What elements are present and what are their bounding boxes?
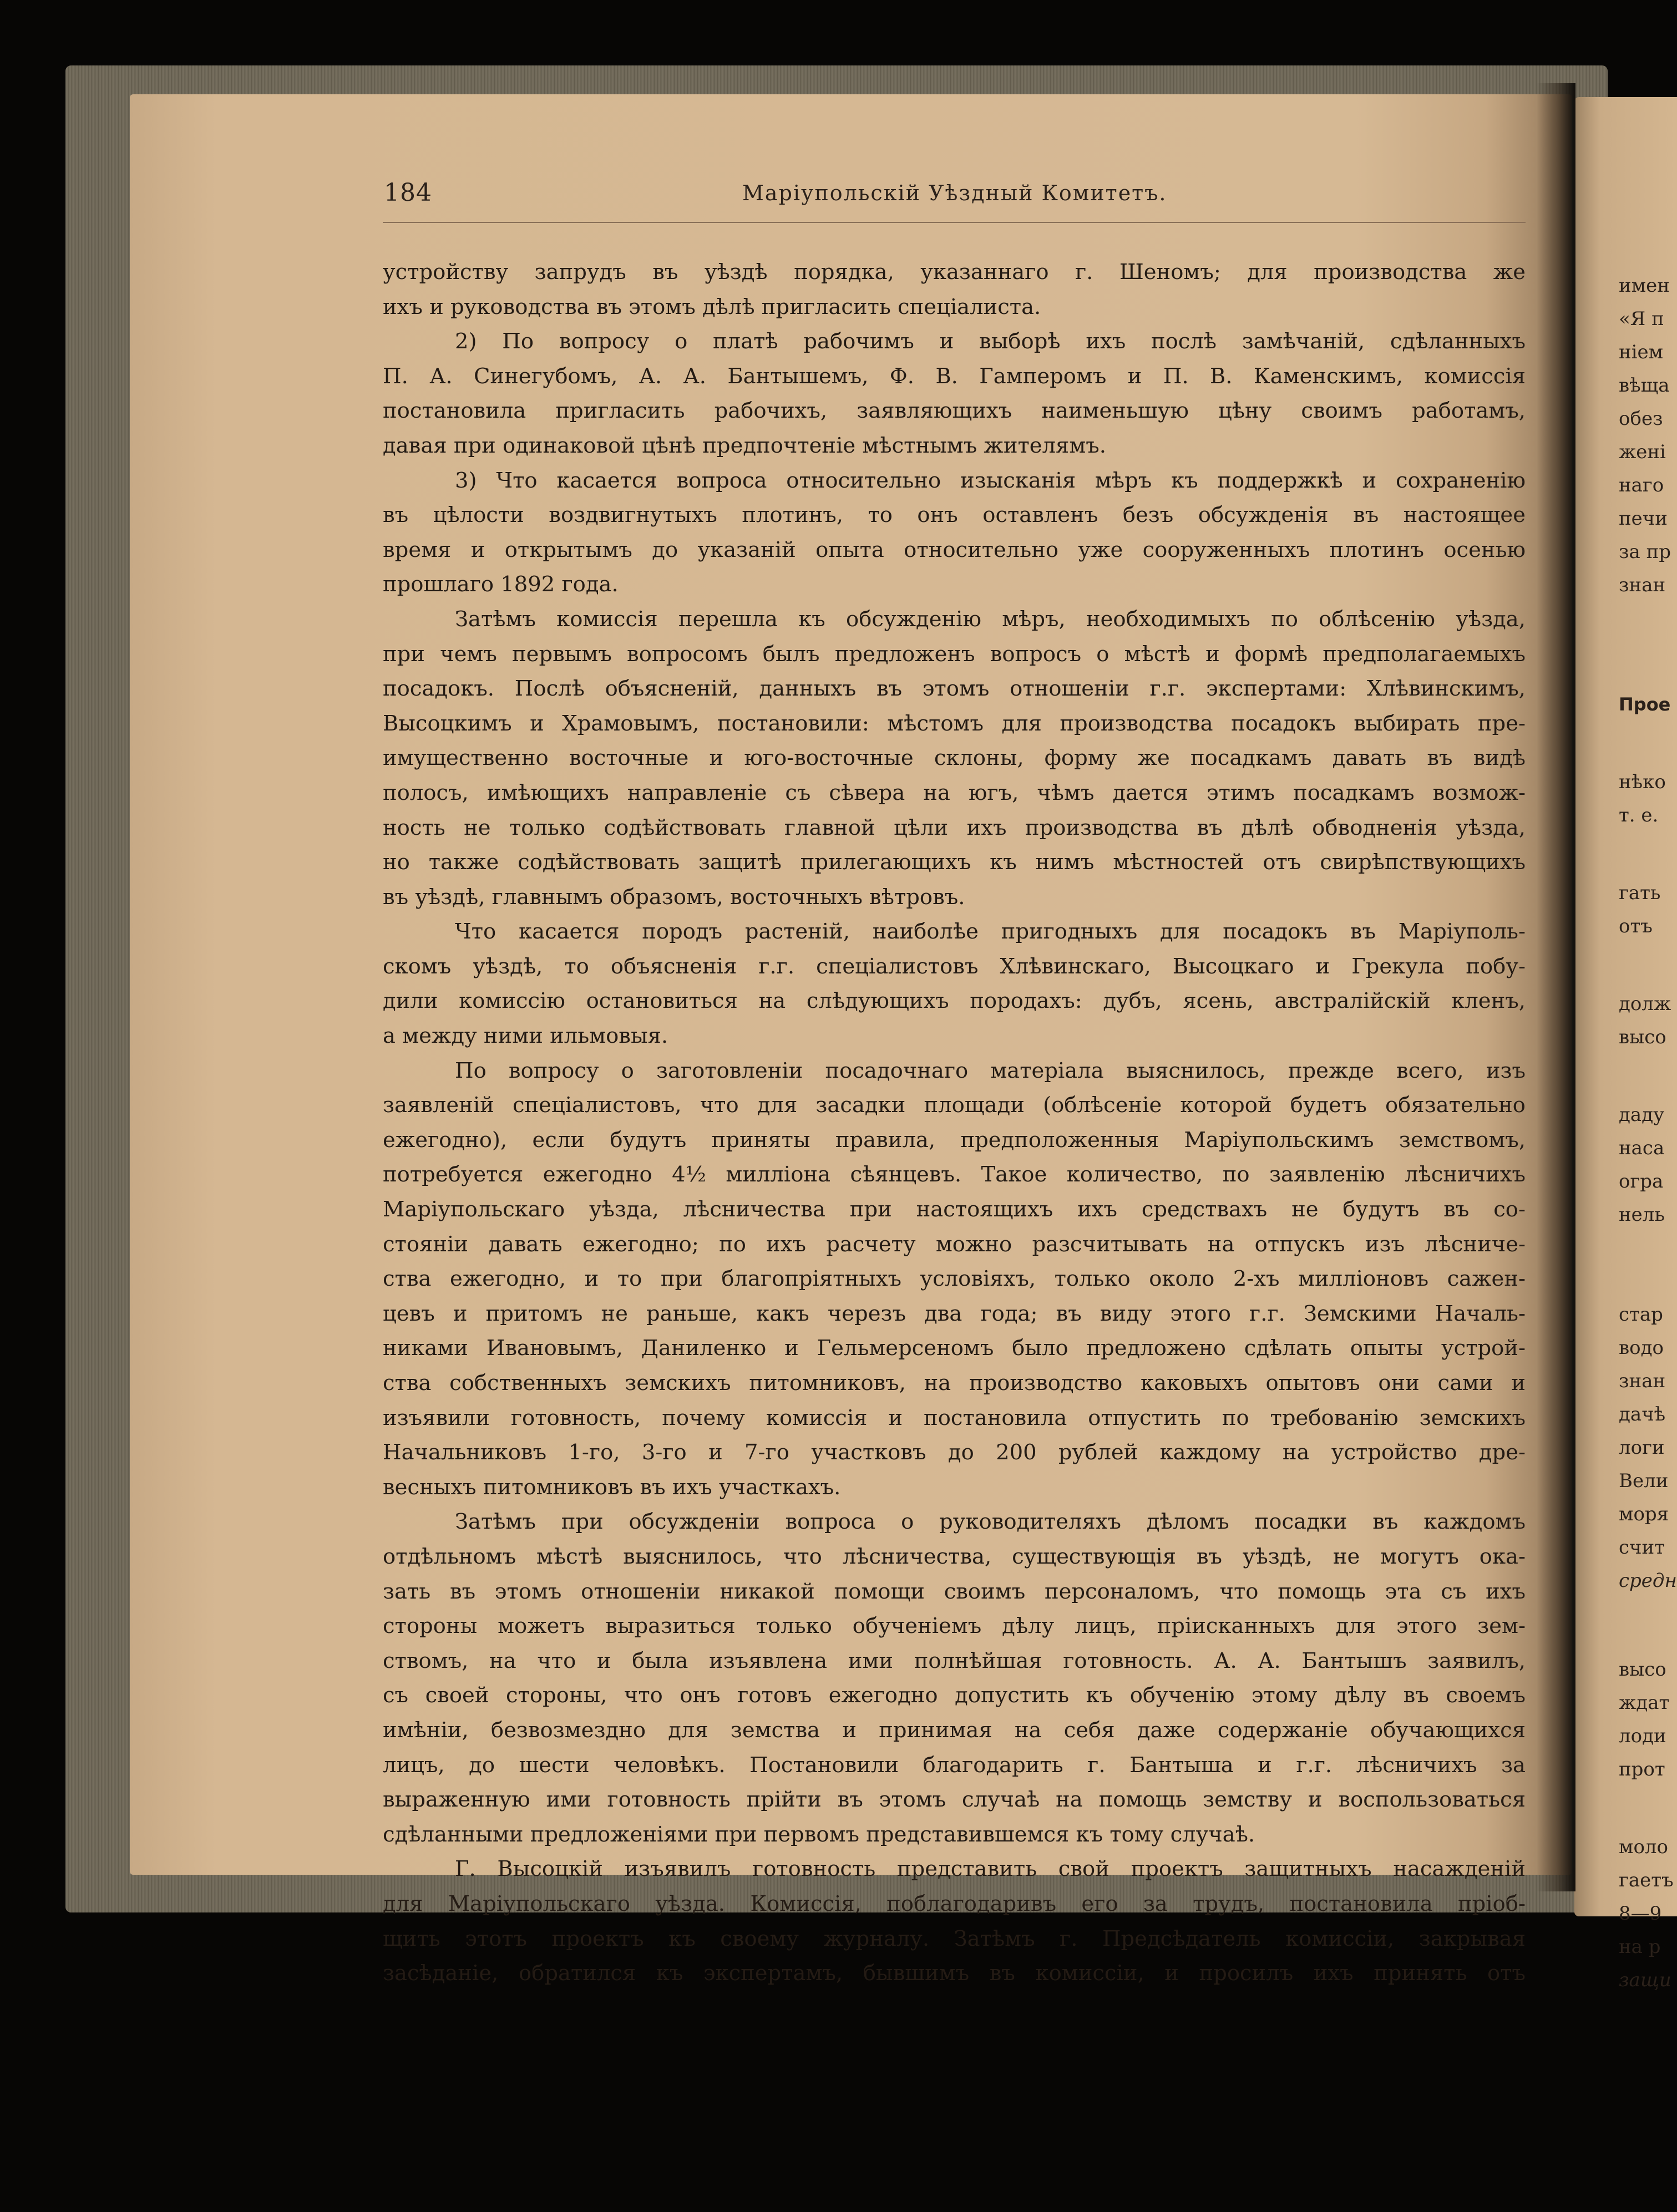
facing-page-line: обез (1619, 408, 1663, 430)
facing-page-line: гаетъ (1619, 1869, 1674, 1891)
text-line: стояніи давать ежегодно; по ихъ расчету можно разсчитывать на отпускъ изъ лѣсниче- (383, 1231, 1526, 1257)
text-line: для Маріупольскаго уѣзда. Комиссія, поблагодаривъ его за трудъ, постановила пріоб- (383, 1891, 1526, 1916)
facing-page-line: средн (1619, 1570, 1677, 1592)
text-line: ихъ и руководства въ этомъ дѣлѣ пригласить спеціалиста. (383, 294, 1041, 319)
facing-page-line: жені (1619, 441, 1666, 463)
text-line: никами Ивановымъ, Даниленко и Гельмерсеномъ было предложено сдѣлать опыты устрой- (383, 1336, 1526, 1361)
facing-page-line: даду (1619, 1104, 1665, 1126)
facing-page-line: нель (1619, 1204, 1665, 1226)
facing-page-line: гать (1619, 882, 1661, 904)
facing-page-line: счит (1619, 1536, 1665, 1559)
facing-page-line: водо (1619, 1337, 1664, 1359)
book-gutter-shadow (1537, 83, 1575, 1891)
facing-page-line: лоди (1619, 1725, 1666, 1747)
body-text (383, 255, 1526, 1991)
facing-page-line: за пр (1619, 541, 1671, 563)
text-line: постановила пригласить рабочихъ, заявляющихъ наименьшую цѣну своимъ работамъ, (383, 398, 1526, 424)
text-line: засѣданіе, обратился къ экспертамъ, бывшимъ въ комиссіи, и просилъ ихъ принять отъ (383, 1961, 1526, 1986)
facing-page-line: долж (1619, 993, 1671, 1015)
text-line: Г. Высоцкій изъявилъ готовность представить свой проектъ защитныхъ насажденій (455, 1856, 1526, 1882)
text-line: полосъ, имѣющихъ направленіе съ сѣвера на югъ, чѣмъ дается этимъ посадкамъ возмож- (383, 780, 1526, 805)
text-line: сдѣланными предложеніями при первомъ представившемся къ тому случаѣ. (383, 1822, 1255, 1847)
facing-page-line: стар (1619, 1303, 1663, 1326)
text-line: скомъ уѣздѣ, то объясненія г.г. спеціалистовъ Хлѣвинскаго, Высоцкаго и Грекула побу- (383, 953, 1526, 979)
page-number: 184 (384, 179, 432, 207)
text-line: Начальниковъ 1-го, 3-го и 7-го участковъ до 200 рублей каждому на устройство дре- (383, 1440, 1526, 1465)
text-line: заявленій спеціалистовъ, что для засадки площади (облѣсеніе которой будетъ обязательно (383, 1093, 1526, 1118)
text-line: Что касается породъ растеній, наиболѣе пригодныхъ для посадокъ въ Маріуполь- (455, 919, 1526, 945)
text-line: Маріупольскаго уѣзда, лѣсничества при настоящихъ ихъ средствахъ не будутъ въ со- (383, 1197, 1526, 1222)
text-line: давая при одинаковой цѣнѣ предпочтеніе мѣстнымъ жителямъ. (383, 433, 1107, 458)
text-line: стороны можетъ выразиться только обученіемъ дѣлу лицъ, пріисканныхъ для этого зем- (383, 1614, 1526, 1639)
text-line: ствомъ, на что и была изъявлена ими полнѣйшая готовность. А. А. Бантышъ заявилъ, (383, 1648, 1526, 1673)
text-line: ства собственныхъ земскихъ питомниковъ, на производство каковыхъ опытовъ они сами и (383, 1371, 1526, 1396)
facing-page-line: на р (1619, 1936, 1661, 1958)
running-title: Маріупольскій Уѣздный Комитетъ. (742, 181, 1167, 205)
facing-page-line: Прое (1619, 694, 1671, 715)
facing-page-line: вѣща (1619, 374, 1670, 397)
text-line: при чемъ первымъ вопросомъ былъ предложенъ вопросъ о мѣстѣ и формѣ предполагаемыхъ (383, 641, 1526, 667)
facing-page-line: логи (1619, 1437, 1665, 1459)
text-line: зать въ этомъ отношеніи никакой помощи своимъ персоналомъ, что помощь эта съ ихъ (383, 1579, 1526, 1604)
text-line: весныхъ питомниковъ въ ихъ участкахъ. (383, 1474, 841, 1500)
facing-page-line: знан (1619, 1370, 1666, 1392)
text-line: въ цѣлости воздвигнутыхъ плотинъ, то онъ оставленъ безъ обсужденія въ настоящее (383, 503, 1526, 528)
text-line: потребуется ежегодно 4½ милліона сѣянцевъ. Такое количество, по заявленію лѣсничихъ (383, 1162, 1526, 1188)
text-line: Высоцкимъ и Храмовымъ, постановили: мѣстомъ для производства посадокъ выбирать пре- (383, 711, 1526, 736)
text-line: щить этотъ проектъ къ своему журналу. Затѣмъ г. Предсѣдатель комиссіи, закрывая (383, 1926, 1526, 1951)
facing-page-line: 8—9 (1619, 1902, 1662, 1925)
text-line: Затѣмъ при обсужденіи вопроса о руководителяхъ дѣломъ посадки въ каждомъ (455, 1509, 1526, 1535)
facing-page-line: ждат (1619, 1692, 1670, 1714)
text-line: посадокъ. Послѣ объясненій, данныхъ въ этомъ отношеніи г.г. экспертами: Хлѣвинскимъ, (383, 676, 1526, 702)
text-line: ства ежегодно, и то при благопріятныхъ условіяхъ, только около 2-хъ милліоновъ сажен- (383, 1266, 1526, 1292)
facing-page-line: нѣко (1619, 771, 1666, 793)
text-line: но также содѣйствовать защитѣ прилегающихъ къ нимъ мѣстностей отъ свирѣпствующихъ (383, 850, 1526, 875)
facing-page-line: «Я п (1619, 308, 1664, 330)
facing-page-line: отъ (1619, 915, 1653, 937)
text-line: 2) По вопросу о платѣ рабочимъ и выборѣ ихъ послѣ замѣчаній, сдѣланныхъ (455, 329, 1526, 354)
text-line: имѣніи, безвозмездно для земства и принимая на себя даже содержаніе обучающихся (383, 1717, 1526, 1743)
text-line: П. А. Синегубомъ, А. А. Бантышемъ, Ф. В. Гамперомъ и П. В. Каменскимъ, комиссія (383, 363, 1526, 389)
facing-page-line: высо (1619, 1658, 1666, 1681)
facing-page-line: ніем (1619, 341, 1664, 363)
facing-page-line: знан (1619, 574, 1666, 596)
facing-page-line: огра (1619, 1170, 1664, 1193)
text-line: изъявили готовность, почему комиссія и постановила отпустить по требованію земскихъ (383, 1405, 1526, 1430)
text-line: съ своей стороны, что онъ готовъ ежегодно допустить къ обученію этому дѣлу въ своемъ (383, 1683, 1526, 1708)
text-line: имущественно восточные и юго-восточные склоны, форму же посадкамъ давать въ видѣ (383, 745, 1526, 771)
facing-page-line: дачѣ (1619, 1403, 1666, 1425)
facing-page-line: высо (1619, 1026, 1666, 1048)
facing-page-line: наса (1619, 1137, 1665, 1159)
facing-page-line: прот (1619, 1758, 1665, 1780)
text-line: прошлаго 1892 года. (383, 572, 619, 597)
text-line: а между ними ильмовыя. (383, 1023, 668, 1049)
text-line: Затѣмъ комиссія перешла къ обсужденію мѣръ, необходимыхъ по облѣсенію уѣзда, (455, 606, 1526, 632)
text-line: ность не только содѣйствовать главной цѣли ихъ производства въ дѣлѣ обводненія уѣзда, (383, 815, 1526, 840)
facing-page-line: моря (1619, 1503, 1669, 1525)
facing-page-line: Вели (1619, 1470, 1669, 1492)
text-line: 3) Что касается вопроса относительно изысканія мѣръ къ поддержкѣ и сохраненію (455, 468, 1526, 493)
facing-page-line: т. е. (1619, 804, 1659, 826)
text-line: дили комиссію остановиться на слѣдующихъ породахъ: дубъ, ясень, австралійскій кленъ, (383, 988, 1526, 1014)
text-line: ежегодно), если будутъ приняты правила, предположенныя Маріупольскимъ земствомъ, (383, 1127, 1526, 1153)
text-line: отдѣльномъ мѣстѣ выяснилось, что лѣсничества, существующія въ уѣздѣ, не могутъ ока- (383, 1544, 1526, 1569)
text-line: время и открытымъ до указаній опыта относительно уже сооруженныхъ плотинъ осенью (383, 537, 1526, 562)
facing-page-line: моло (1619, 1836, 1668, 1858)
text-line: устройству запрудъ въ уѣздѣ порядка, указаннаго г. Шеномъ; для производства же (383, 260, 1526, 285)
facing-page-line: защи (1619, 1969, 1671, 1991)
facing-page-line: наго (1619, 474, 1664, 496)
text-line: выраженную ими готовность прійти въ этомъ случаѣ на помощь земству и воспользоваться (383, 1787, 1526, 1813)
text-line: цевъ и притомъ не раньше, какъ черезъ два года; въ виду этого г.г. Земскими Началь- (383, 1301, 1526, 1326)
facing-page-line: печи (1619, 508, 1668, 530)
text-line: лицъ, до шести человѣкъ. Постановили благодарить г. Бантыша и г.г. лѣсничихъ за (383, 1752, 1526, 1778)
text-line: въ уѣздѣ, главнымъ образомъ, восточныхъ вѣтровъ. (383, 884, 965, 910)
header-rule (383, 222, 1526, 223)
text-line: По вопросу о заготовленіи посадочнаго матеріала выяснилось, прежде всего, изъ (455, 1058, 1526, 1083)
facing-page-line: имен (1619, 275, 1670, 297)
